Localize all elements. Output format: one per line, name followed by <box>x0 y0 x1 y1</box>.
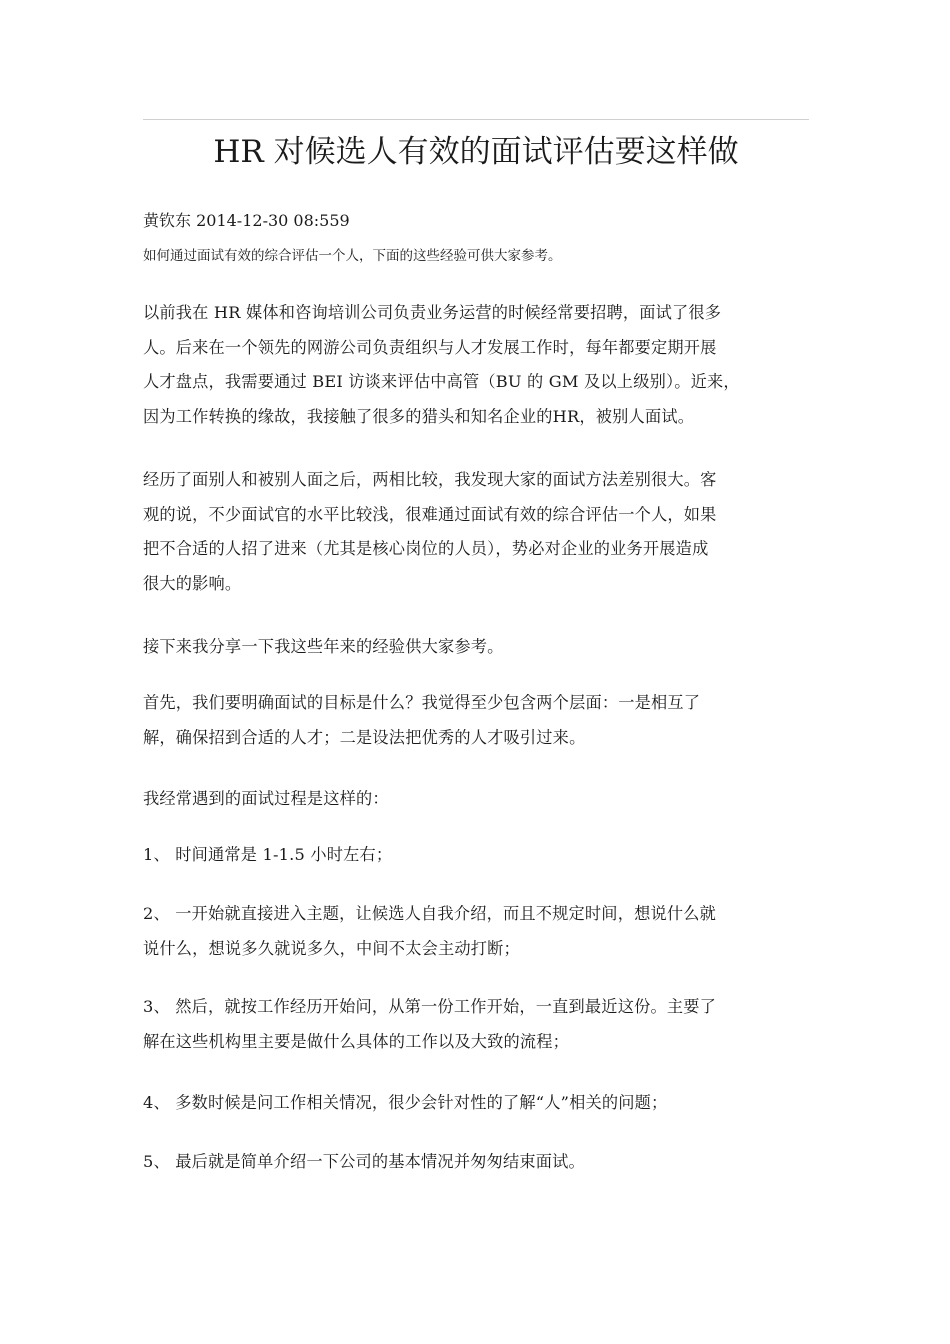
text-line: 把不合适的人招了进来（尤其是核心岗位的人员），势必对企业的业务开展造成 <box>143 539 709 558</box>
text-line: 2、 一开始就直接进入主题，让候选人自我介绍，而且不规定时间，想说什么就 <box>143 904 717 923</box>
list-item-2 <box>143 897 813 966</box>
text-line: 很大的影响。 <box>143 573 242 593</box>
list-item-1 <box>143 838 813 873</box>
text-line: 首先，我们要明确面试的目标是什么？我觉得至少包含两个层面：一是相互了 <box>143 693 701 712</box>
paragraph-goal <box>143 686 813 755</box>
text-line: 5、 最后就是简单介绍一下公司的基本情况并匆匆结束面试。 <box>143 1152 585 1171</box>
article-summary: 如何通过面试有效的综合评估一个人，下面的这些经验可供大家参考。 <box>143 248 562 264</box>
text-line: 4、 多数时候是问工作相关情况，很少会针对性的了解“人”相关的问题； <box>143 1093 668 1112</box>
paragraph-comparison <box>143 463 813 601</box>
paragraph-share <box>143 630 813 665</box>
text-line: 我经常遇到的面试过程是这样的： <box>143 789 389 808</box>
text-line: 接下来我分享一下我这些年来的经验供大家参考。 <box>143 637 504 656</box>
list-item-3 <box>143 990 813 1059</box>
text-line: 经历了面别人和被别人面之后，两相比较，我发现大家的面试方法差别很大。客 <box>143 470 717 489</box>
text-line: 说什么，想说多久就说多久，中间不太会主动打断； <box>143 938 520 958</box>
text-line: 解在这些机构里主要是做什么具体的工作以及大致的流程； <box>143 1031 570 1051</box>
paragraph-intro <box>143 296 813 434</box>
text-line: 观的说，不少面试官的水平比较浅，很难通过面试有效的综合评估一个人，如果 <box>143 504 717 524</box>
text-line: 3、 然后，就按工作经历开始问，从第一份工作开始，一直到最近这份。主要了 <box>143 997 717 1016</box>
text-line: 人才盘点，我需要通过 BEI 访谈来评估中高管（BU 的 GM 及以上级别）。近来， <box>143 372 740 391</box>
list-item-4 <box>143 1086 813 1121</box>
text-line: 解，确保招到合适的人才；二是设法把优秀的人才吸引过来。 <box>143 727 586 747</box>
text-line: 以前我在 HR 媒体和咨询培训公司负责业务运营的时候经常要招聘，面试了很多 <box>143 303 722 322</box>
article-byline: 黄钦东 2014-12-30 08:559 <box>143 211 350 230</box>
paragraph-process-intro <box>143 782 813 817</box>
article-title: HR 对候选人有效的面试评估要这样做 <box>213 134 739 170</box>
text-line: 因为工作转换的缘故，我接触了很多的猎头和知名企业的HR，被别人面试。 <box>143 406 695 426</box>
header-divider <box>143 119 809 120</box>
text-line: 1、 时间通常是 1-1.5 小时左右； <box>143 845 393 864</box>
text-line: 人。后来在一个领先的网游公司负责组织与人才发展工作时，每年都要定期开展 <box>143 337 717 357</box>
list-item-5 <box>143 1145 813 1180</box>
